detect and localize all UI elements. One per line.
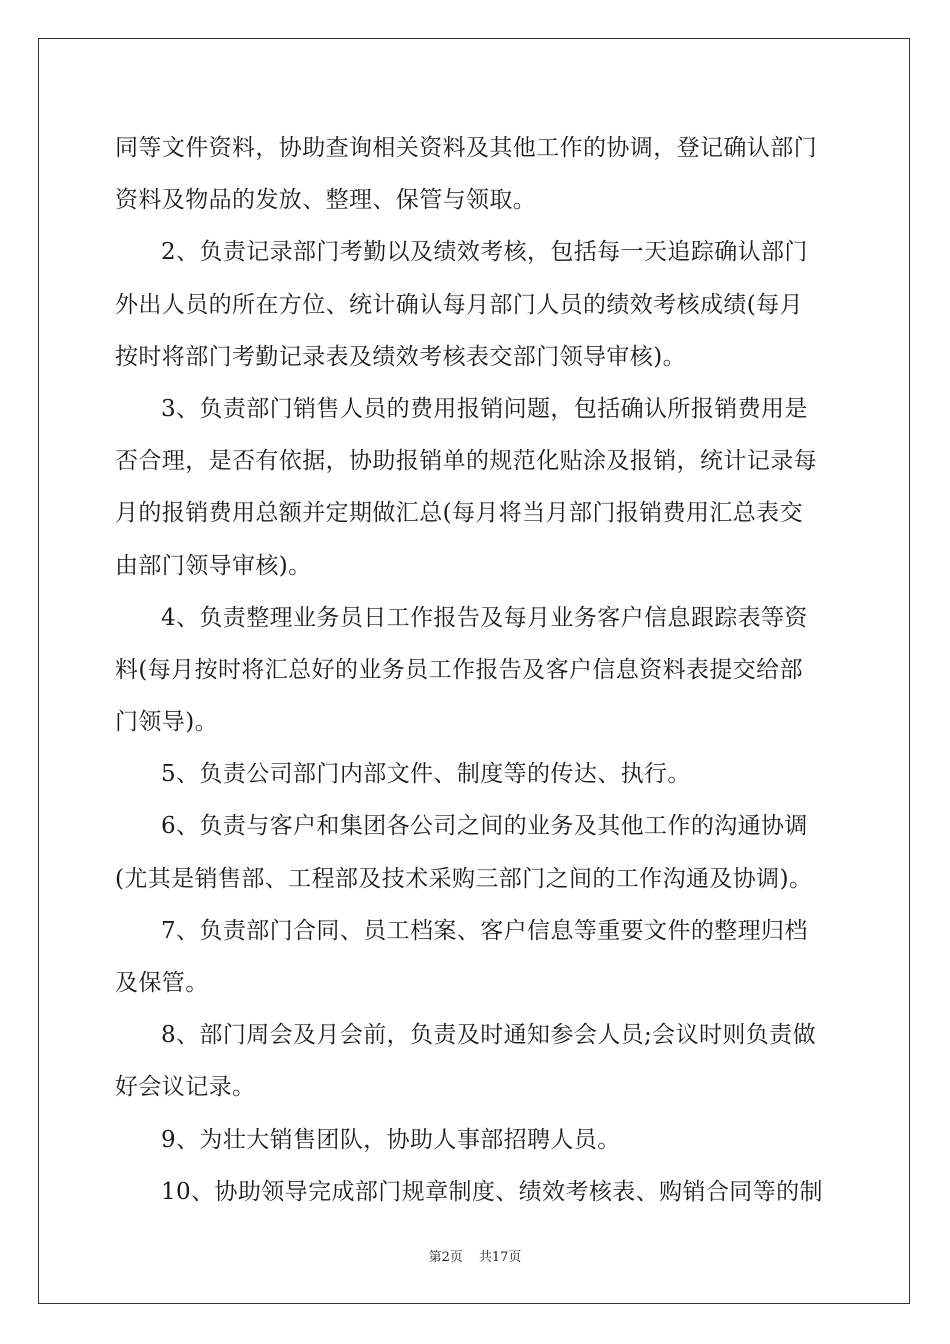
text-line: 否合理，是否有依据，协助报销单的规范化贴涂及报销，统计记录每 (115, 448, 817, 475)
text-line: 门领导)。 (115, 709, 218, 736)
text-line: 按时将部门考勤记录表及绩效考核表交部门领导审核)。 (115, 343, 686, 370)
text-line: 由部门领导审核)。 (115, 552, 312, 579)
text-line: 料(每月按时将汇总好的业务员工作报告及客户信息资料表提交给部 (115, 656, 803, 683)
text-line: 10、协助领导完成部门规章制度、绩效考核表、购销合同等的制 (161, 1178, 823, 1205)
text-line: 5、负责公司部门内部文件、制度等的传达、执行。 (161, 761, 691, 788)
text-line: 8、部门周会及月会前，负责及时通知参会人员;会议时则负责做 (161, 1022, 816, 1049)
text-line: (尤其是销售部、工程部及技术采购三部门之间的工作沟通及协调)。 (115, 865, 813, 892)
text-line: 好会议记录。 (115, 1074, 256, 1101)
text-line: 月的报销费用总额并定期做汇总(每月将当月部门报销费用汇总表交 (115, 500, 803, 527)
document-body (115, 122, 835, 1218)
text-line: 3、负责部门销售人员的费用报销问题，包括确认所报销费用是 (161, 395, 808, 422)
text-line: 6、负责与客户和集团各公司之间的业务及其他工作的沟通协调 (161, 813, 808, 840)
page-number: 第2页 (428, 1250, 463, 1265)
text-line: 9、为壮大销售团队，协助人事部招聘人员。 (161, 1126, 621, 1153)
text-line: 4、负责整理业务员日工作报告及每月业务客户信息跟踪表等资 (161, 604, 808, 631)
text-line: 7、负责部门合同、员工档案、客户信息等重要文件的整理归档 (161, 917, 808, 944)
page-total: 共17页 (478, 1250, 522, 1265)
text-line: 外出人员的所在方位、统计确认每月部门人员的绩效考核成绩(每月 (115, 291, 803, 318)
text-line: 2、负责记录部门考勤以及绩效考核，包括每一天追踪确认部门 (161, 239, 808, 266)
text-line: 同等文件资料，协助查询相关资料及其他工作的协调，登记确认部门 (115, 135, 817, 161)
text-line: 资料及物品的发放、整理、保管与领取。 (115, 187, 537, 214)
page-footer (0, 1246, 950, 1265)
text-line: 及保管。 (115, 970, 209, 996)
